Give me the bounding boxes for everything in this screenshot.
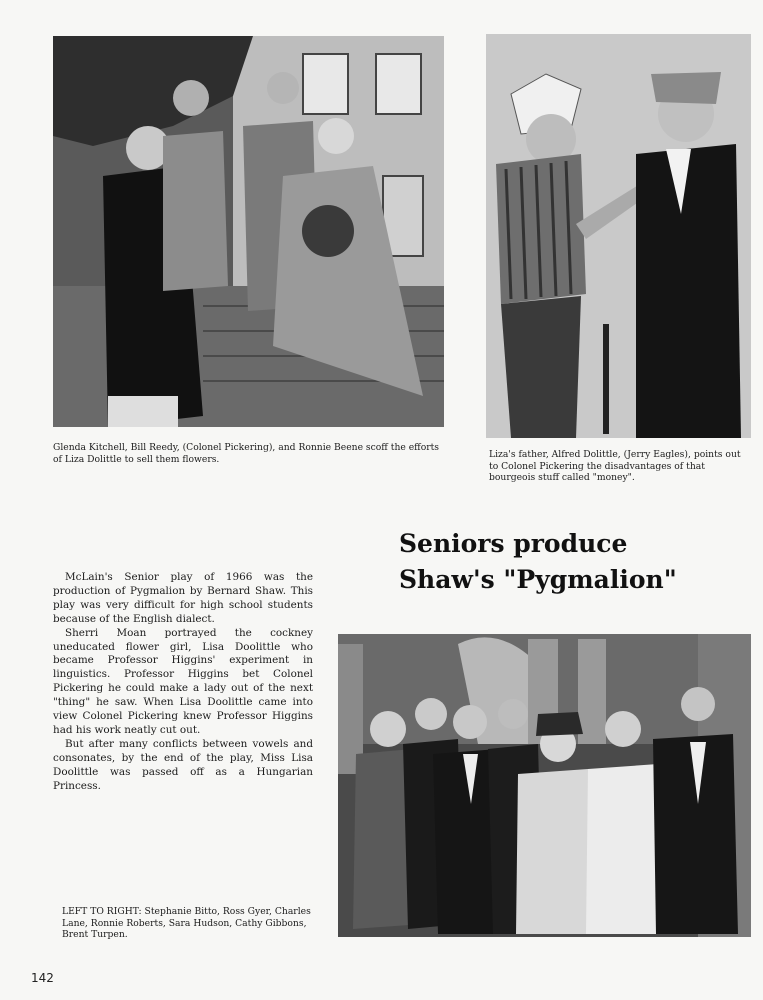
photo-caption-top-left: Glenda Kitchell, Bill Reedy, (Colonel Pickering), and Ronnie Beene scoff the efforts of Liza Dolittle to sell them flowers.	[53, 442, 440, 465]
page-number: 142	[31, 971, 54, 985]
article-paragraph: But after many conflicts between vowels and consonates, by the end of the play, Miss Lisa Doolittle was passed off as a Hungarian Princess.	[53, 737, 313, 792]
headline-line-2: Shaw's "Pygmalion"	[399, 565, 677, 594]
article-paragraph: McLain's Senior play of 1966 was the production of Pygmalion by Bernard Shaw. This play was very difficult for high school students because of the English dialect.	[53, 571, 313, 625]
article-body	[53, 571, 313, 794]
headline-line-1: Seniors produce	[399, 529, 628, 558]
article-paragraph: Sherri Moan portrayed the cockney uneducated flower girl, Lisa Doolittle who became Professor Higgins' experiment in linguistics. Professor Higgins bet Colonel Pickering he could make a lady out of the next "thing" he saw. When Lisa Doolittle came into view Colonel Pickering knew Professor Higgins had his work neatly cut out.	[53, 626, 313, 736]
photo-bowtie-scene	[486, 34, 751, 438]
article-headline	[399, 526, 749, 598]
photo-cast-group	[338, 634, 751, 937]
photo-caption-top-right: Liza's father, Alfred Dolittle, (Jerry Eagles), points out to Colonel Pickering the disadvantages of that bourgeois stuff called "money".	[489, 449, 741, 483]
photo-garden-steps-scene	[53, 36, 444, 427]
photo-caption-bottom: LEFT TO RIGHT: Stephanie Bitto, Ross Gyer, Charles Lane, Ronnie Roberts, Sara Hudson, Cathy Gibbons, Brent Turpen.	[62, 906, 311, 940]
